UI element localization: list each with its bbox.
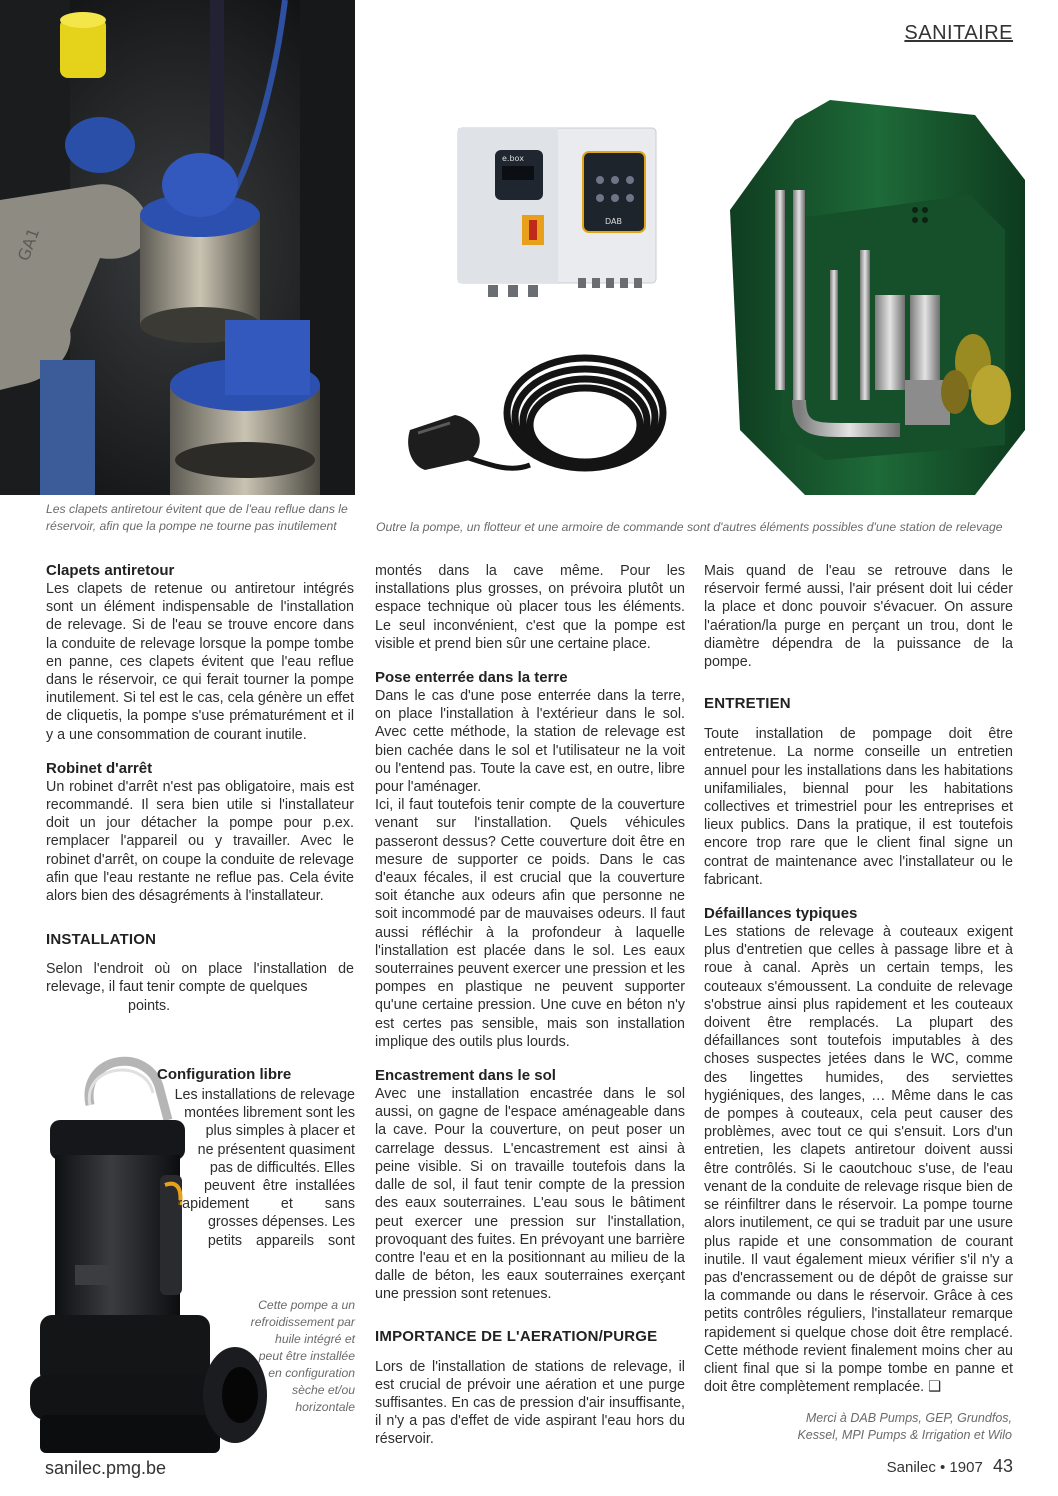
paragraph-robinet: Un robinet d'arrêt n'est pas obligatoire, mais est recommandé. Il sera bien utile si l'installateur doit un jour détacher la pompe pour p.ex. remplacer l'appareil ou y travailler. Avec le robinet d'arrêt, on coupe la conduite de relevage afin que l'eau restante ne reflue pas. Cela évite alors bien des désagréments à l'installateur.	[46, 778, 354, 905]
heading-clapets: Clapets antiretour	[46, 562, 175, 579]
heading-encastrement: Encastrement dans le sol	[375, 1067, 556, 1085]
photo-clapets	[0, 0, 355, 495]
photo-float-switch	[400, 345, 670, 495]
config-line: petits appareils sont	[207, 1232, 355, 1249]
config-line: grosses dépenses. Les	[207, 1214, 355, 1231]
paragraph-encastrement: Avec une installation encastrée dans le sol aussi, on gagne de l'espace aménageable dans la cave. Pour la couverture, on peut poser un carrelage dessus. L'encastrement est ainsi à peine visible. Si on travaille toutefois dans la dalle de sol, il faut tenir compte de la pression des eaux souterraines. L'eau sous le bâtiment peut exercer une pression sur l'installation, provoquant des fuites. En prévoyant une barrière contre l'eau et en la positionnant au milieu de la dalle de béton, les eaux souterraines exerçant une pression sont retenues.	[375, 1086, 685, 1303]
paragraph-installation: Selon l'endroit où on place l'installation de relevage, il faut tenir compte de quelques	[46, 961, 354, 996]
column-2	[375, 562, 685, 1449]
column-1	[46, 562, 354, 1015]
column-3	[704, 562, 1013, 1396]
photo-lifting-station	[725, 100, 1030, 498]
config-line: montées librement sont les	[184, 1105, 355, 1122]
dab-label: DAB	[605, 217, 622, 226]
config-line: peuvent être installées	[203, 1178, 355, 1195]
end-mark-icon: ❑	[928, 1379, 941, 1396]
ebox-label: e.box	[502, 154, 524, 163]
paragraph-pose-2: Ici, il faut toutefois tenir compte de la couverture venant sur l'installation. Quels véhicules passeront dessus? Cette couverture doit être en mesure de supporter ce poids. Dans le cas d'eaux fécales, il est crucial que la couverture soit étanche aux odeurs afin que personne ne soit incommodé par de mauvaises odeurs. Il faut aussi réfléchir à la profondeur à laquelle l'installation est placée dans le sol. Les eaux souterraines peuvent exercer une pression et les pompes en plastique ne peuvent supporter qu'une certaine pression. Une cuve en béton n'y est certes pas sensible, mais son installation implique des outils plus lourds.	[375, 797, 685, 1050]
config-text	[160, 1086, 355, 1250]
caption-station: Outre la pompe, un flotteur et une armoire de commande sont d'autres éléments possibles d'une station de relevage	[376, 520, 1003, 534]
caption-clapets: Les clapets antiretour évitent que de l'eau reflue dans le réservoir, afin que la pompe ne tourne pas inutilement	[46, 502, 348, 533]
paragraph-clapets: Les clapets de retenue ou antiretour intégrés sont un élément indispensable de l'installation de relevage. Si de l'eau se trouve encore dans la conduite de relevage lorsque la pompe tombe en panne, ces clapets évitent que l'eau reflue dans le réservoir, ce qui ferait tourner la pompe inutilement. Si tel est le cas, cela génère un effet de cliquetis, la pompe s'use prématurément et il y a une consommation de courant inutile.	[46, 581, 354, 743]
paragraph-installation-end: points.	[128, 997, 171, 1014]
photo-control-box	[450, 120, 665, 330]
page-number: 43	[992, 1456, 1013, 1476]
config-line: Les installations de relevage	[174, 1087, 355, 1103]
footer-meta	[887, 1456, 1013, 1477]
heading-config: Configuration libre	[157, 1066, 292, 1083]
config-line: plus simples à placer et	[205, 1123, 355, 1140]
thanks-note: Merci à DAB Pumps, GEP, Grundfos, Kessel, MPI Pumps & Irrigation et Wilo	[797, 1411, 1012, 1442]
paragraph-defaillances	[704, 923, 1013, 1396]
paragraph-montes: montés dans la cave même. Pour les installations plus grosses, on prévoira plutôt un espace technique où placer tous les éléments. Le seul inconvénient, c'est que la pompe est visible et prend bien sûr une certaine place.	[375, 563, 685, 652]
heading-entretien: ENTRETIEN	[704, 695, 791, 713]
footer-url[interactable]: sanilec.pmg.be	[45, 1458, 167, 1478]
heading-aeration: IMPORTANCE DE L'AERATION/PURGE	[375, 1327, 658, 1345]
paragraph-pose-1: Dans le cas d'une pose enterrée dans la terre, on place l'installation à l'extérieur dans le sol. Avec cette méthode, la station de relevage est bien cachée dans le sol et l'utilisateur ne la voit ou l'entend pas. Toute la cave est, en outre, libre pour l'aménager.	[375, 688, 685, 796]
svg-text:GA1: GA1	[13, 225, 44, 264]
paragraph-defaillances-text: Les stations de relevage à couteaux exigent plus d'entretien que celles à passage libre et à roue à canal. Après un certain temps, les couteaux s'émoussent. La conduite de relevage s'obstrue ainsi plus rapidement et les couteaux doivent être remplacés. La plupart des défaillances sont toutefois imputables à des choses suspectes jetées dans le WC, comme des lingettes humides, des serviettes hygiéniques, des langes, … Même dans le cas de pompes à couteaux, cela peut causer des problèmes, avec tout ce qui s'ensuit. Lors d'un entretien, les clapets antiretour doivent aussi être contrôlés. Si le caoutchouc s'use, de l'eau venant de la conduite de relevage risque bien de se réinfiltrer dans le réservoir. La pompe tourne alors inutilement, ce qui se traduit par une usure plus rapide et une consommation de courant inutile. Il vaut également mieux vérifier s'il n'y a pas d'encrassement ou de dépôt de graisse sur la commande ou dans le réservoir. Grâce à ces petits contrôles réguliers, l'installateur remarque rapidement si quelque chose doit être remplacé. Cette méthode revient finalement moins cher au client final que si la pompe tombe en panne et doit être complètement remplacée.	[704, 924, 1013, 1396]
config-line: ne présentent quasiment	[197, 1141, 355, 1158]
paragraph-mais: Mais quand de l'eau se retrouve dans le réservoir fermé aussi, l'air présent doit lui céder la place et donc pouvoir s'évacuer. On assure l'aération/la purge en perçant un trou, dont le diamètre dépendra de la puissance de la pompe.	[704, 563, 1013, 671]
footer-magazine: Sanilec • 1907	[886, 1459, 983, 1476]
heading-defaillances: Défaillances typiques	[704, 905, 858, 923]
section-tag: SANITAIRE	[904, 22, 1013, 44]
config-line: rapidement et sans	[177, 1196, 355, 1213]
paragraph-aeration: Lors de l'installation de stations de relevage, il est crucial de prévoir une aération et une purge suffisantes. En cas de pression d'air insuffisante, il n'y a pas d'effet de vide aspirant l'eau hors du réservoir.	[375, 1358, 685, 1448]
config-line: pas de difficultés. Elles	[209, 1159, 355, 1176]
heading-pose: Pose enterrée dans la terre	[375, 669, 568, 687]
paragraph-entretien: Toute installation de pompage doit être entretenue. La norme conseille un entretien annuel pour les installations dans les habitations unifamiliales, biennal pour les habitations collectives et trimestriel pour les entreprises et lieux publics. Dans la pratique, il est toutefois encore trop rare que le client final signe un contrat de maintenance avec l'installateur ou le fabricant.	[704, 726, 1013, 888]
heading-installation: INSTALLATION	[46, 931, 157, 949]
heading-robinet: Robinet d'arrêt	[46, 759, 153, 777]
caption-pump: Cette pompe a un refroidissement par huile intégré et peut être installée en configuration sèche et/ou horizontale	[250, 1298, 355, 1414]
